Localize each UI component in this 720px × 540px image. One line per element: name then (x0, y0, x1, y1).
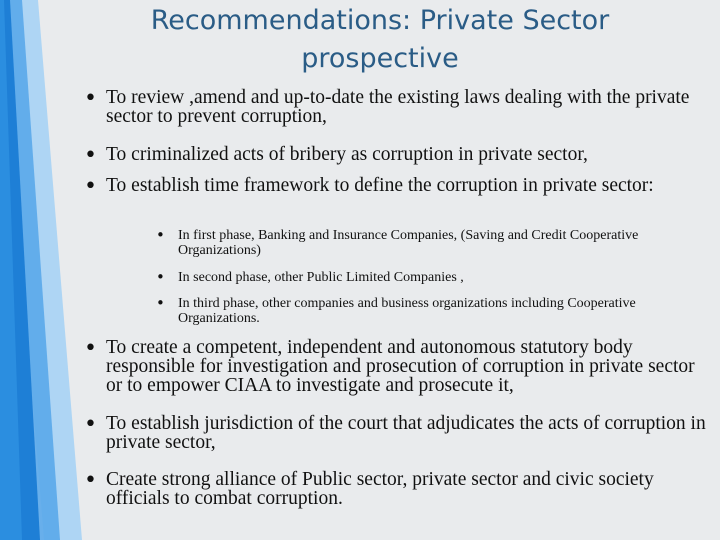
bullet-icon: • (84, 468, 97, 493)
bullet-text: To establish time framework to define the corruption in private sector: (106, 175, 654, 196)
bullet-text: To establish jurisdiction of the court that adjudicates the acts of corruption in private sector, (106, 413, 706, 453)
bullet-text: To review ,amend and up-to-date the existing laws dealing with the private sector to prevent corruption, (106, 87, 690, 127)
slide-title: Recommendations: Private Sector prospective (150, 5, 610, 74)
bullet-text: To create a competent, independent and autonomous statutory body responsible for investigation and prosecution of corruption in private sector or to empower CIAA to investigate and prosecute it, (106, 337, 695, 396)
bullet-text: Create strong alliance of Public sector, private sector and civic society officials to combat corruption. (106, 469, 654, 509)
bullet-icon: • (84, 143, 97, 168)
sub-bullet-text: In second phase, other Public Limited Companies , (178, 270, 464, 285)
bullet-text: To criminalized acts of bribery as corruption in private sector, (106, 144, 588, 165)
bullet-icon: • (156, 294, 165, 312)
bullet-icon: • (84, 174, 97, 199)
bullet-icon: • (84, 412, 97, 437)
bullet-icon: • (84, 86, 97, 111)
bullet-icon: • (84, 336, 97, 361)
sub-bullet-text: In third phase, other companies and business organizations including Cooperative Organizations. (178, 296, 636, 326)
bullet-icon: • (156, 226, 165, 244)
decorative-accent-stripes (0, 0, 90, 540)
sub-bullet-text: In first phase, Banking and Insurance Companies, (Saving and Credit Cooperative Organizations) (178, 228, 639, 258)
bullet-icon: • (156, 268, 165, 286)
